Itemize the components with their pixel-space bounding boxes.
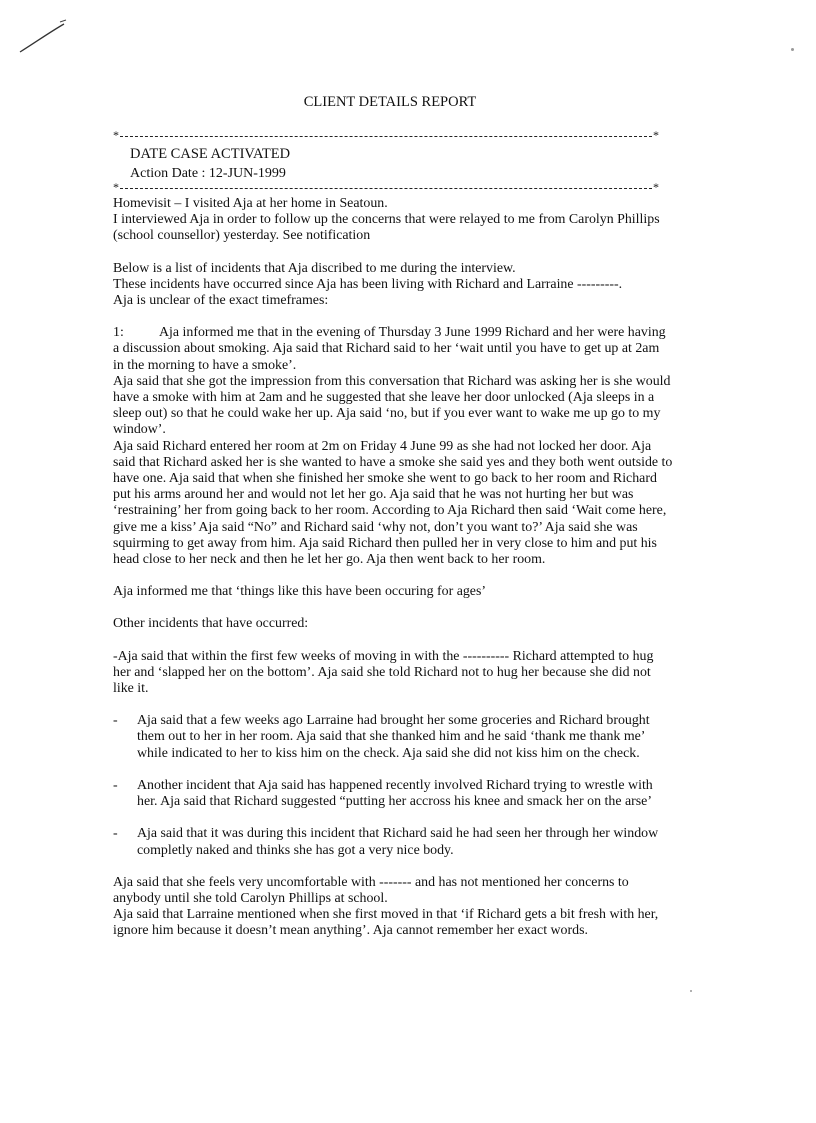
rule-end-asterisk: * [653, 128, 659, 142]
dash-bullet: - [113, 713, 118, 729]
closing-paragraph: Aja said that Larraine mentioned when she first moved in that ‘if Richard gets a bit fresh with her, ignore him because it doesn’t mean anything’. Aja cannot remember her exact words. [113, 907, 659, 939]
first-other-incident: -Aja said that within the first few weeks of moving in with the ---------- Richard attempted to hug her and ‘slapped her on the bottom’. Aja said she told Richard not to hug her because she did not like it. [113, 648, 654, 697]
rule-end-asterisk: * [653, 180, 659, 194]
dash-bullet: - [113, 826, 118, 842]
pen-stroke-mark [18, 18, 78, 58]
intro-line: I interviewed Aja in order to follow up the concerns that were relayed to me from Carolyn Phillips (school counsellor) yesterday. See notification [113, 212, 660, 244]
ages-line: Aja informed me that ‘things like this have been occuring for ages’ [113, 584, 486, 600]
other-incidents-heading: Other incidents that have occurred: [113, 616, 309, 632]
list-item [113, 826, 673, 858]
rule-start-asterisk: * [113, 128, 119, 142]
report-title: CLIENT DETAILS REPORT [303, 94, 477, 110]
incident-intro-line: Below is a list of incidents that Aja discribed to me during the interview. [113, 260, 516, 276]
scan-speck [690, 990, 692, 992]
action-date: Action Date : 12-JUN-1999 [130, 166, 286, 181]
list-item-text: Aja said that it was during this incident that Richard said he had seen her through her window completly naked and thinks she has got a very nice body. [137, 826, 659, 858]
incident-1-lead-text: Aja informed me that in the evening of Thursday 3 June 1999 Richard and her were having a discussion about smoking. Aja said that Richard said to her ‘wait until you have to get up at 2am in the morning to have a smoke’. [113, 325, 666, 373]
dashed-rule-bottom [113, 180, 658, 194]
dashed-rule-top [113, 128, 658, 142]
list-item-text: Another incident that Aja said has happened recently involved Richard trying to wrestle with her. Aja said that Richard suggested “putting her accross his knee and smack her on the arse’ [137, 777, 653, 810]
incident-1-paragraph: Aja said that she got the impression from this conversation that Richard was asking her is she would have a smoke with him at 2am and he suggested that she leave her door unlocked (Aja sleeps in a sleep out) so that he could wake her up. Aja said ‘no, but if you ever want to wake me up go to my window’. [113, 373, 671, 438]
list-item-text: Aja said that a few weeks ago Larraine had brought her some groceries and Richard brought them out to her in her room. Aja said that she thanked him and he said ‘thank me thank me’ while indicated to her to kiss him on the check. Aja said she did not kiss him on the check. [137, 713, 650, 761]
incident-1-number: 1: [113, 325, 124, 341]
list-item [113, 713, 673, 762]
closing-paragraph: Aja said that she feels very uncomfortable with ------- and has not mentioned her concerns to anybody until she told Carolyn Phillips at school. [113, 874, 629, 906]
intro-line: Homevisit – I visited Aja at her home in Seatoun. [113, 196, 388, 211]
rule-start-asterisk: * [113, 180, 119, 194]
incident-intro-line: These incidents have occurred since Aja has been living with Richard and Larraine ---------. [113, 276, 623, 292]
list-item [113, 778, 673, 810]
incident-intro-line: Aja is unclear of the exact timeframes: [113, 293, 329, 309]
section-label: DATE CASE ACTIVATED [130, 146, 291, 162]
report-body [113, 196, 673, 940]
dash-bullet: - [113, 777, 118, 793]
scan-speck [791, 48, 794, 51]
incident-1-paragraph: Aja said Richard entered her room at 2m on Friday 4 June 99 as she had not locked her door. Aja said that Richard asked her is she wanted to have a smoke she said yes and they both went outside to have one. Aja said that when she finished her smoke she went to go back to her room and Richard put his arms around her and would not let her go. Aja said that he was not hurting her but was ‘restraining’ her from going back to her room. According to Aja Richard then said ‘Wait come here, give me a kiss’ Aja said “No” and Richard said ‘why not, don’t you want to?’ Aja said she was squirming to get away from him. Aja said Richard then pulled her in very close to him and put his head close to her neck and then he let her go. Aja then went back to her room. [113, 438, 673, 568]
incident-1-lead [113, 325, 673, 374]
